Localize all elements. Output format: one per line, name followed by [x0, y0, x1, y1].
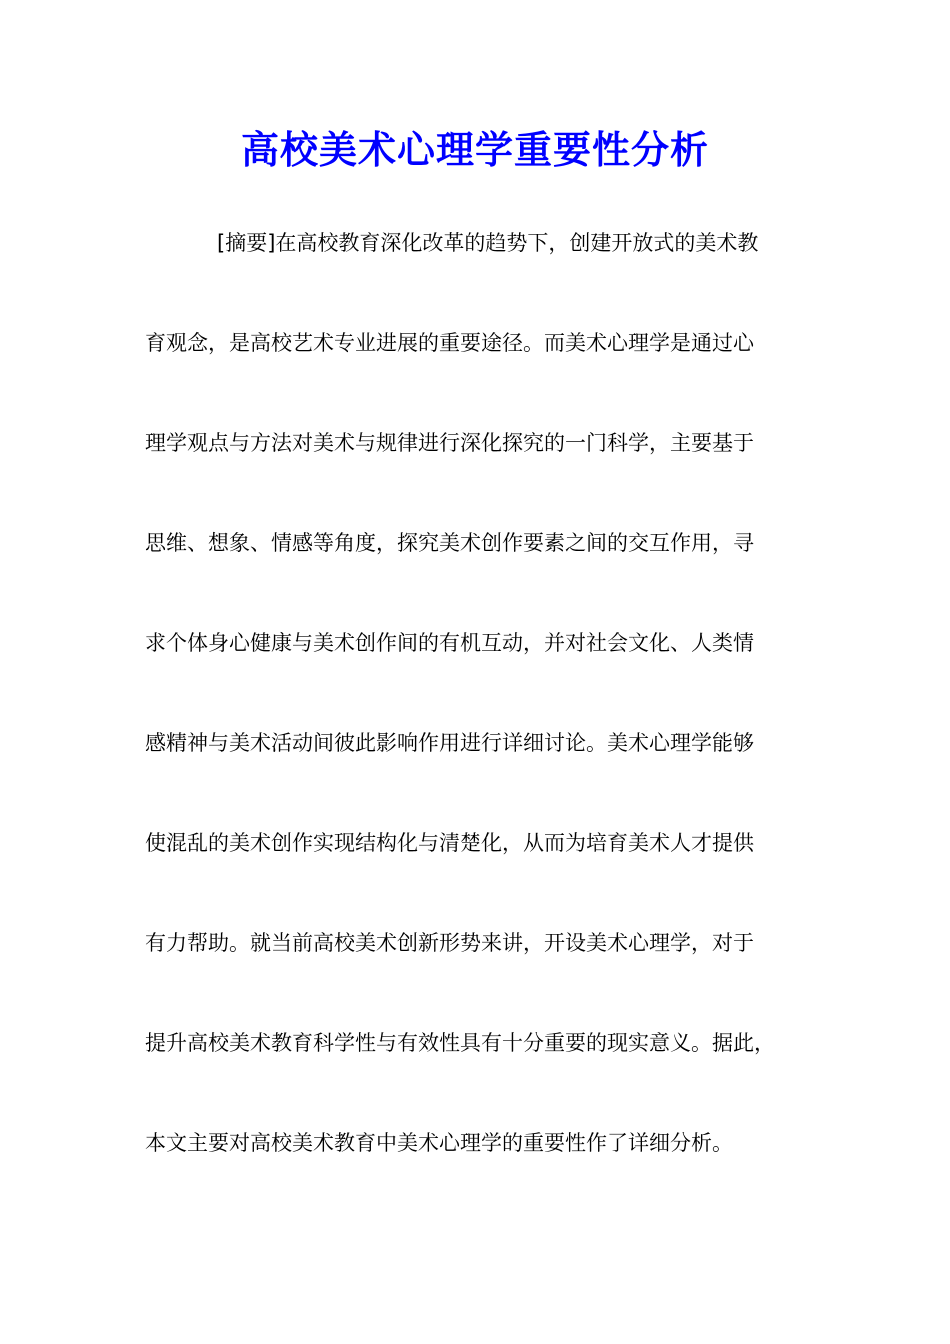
abstract-line: 有力帮助。就当前高校美术创新形势来讲，开设美术心理学，对于: [145, 931, 754, 955]
abstract-line: [摘要]在高校教育深化改革的趋势下，创建开放式的美术教: [217, 231, 759, 255]
abstract-line: 理学观点与方法对美术与规律进行深化探究的一门科学，主要基于: [145, 431, 754, 455]
document-title: 高校美术心理学重要性分析: [240, 127, 709, 172]
abstract-line: 育观念，是高校艺术专业进展的重要途径。而美术心理学是通过心: [145, 331, 754, 355]
abstract-line: 感精神与美术活动间彼此影响作用进行详细讨论。美术心理学能够: [145, 731, 754, 755]
abstract-line: 本文主要对高校美术教育中美术心理学的重要性作了详细分析。: [145, 1131, 733, 1155]
abstract-line: 思维、想象、情感等角度，探究美术创作要素之间的交互作用，寻: [145, 531, 754, 555]
abstract-line: 求个体身心健康与美术创作间的有机互动，并对社会文化、人类情: [145, 631, 754, 655]
abstract-line: 提升高校美术教育科学性与有效性具有十分重要的现实意义。据此，: [145, 1031, 775, 1055]
abstract-line: 使混乱的美术创作实现结构化与清楚化，从而为培育美术人才提供: [145, 831, 754, 855]
